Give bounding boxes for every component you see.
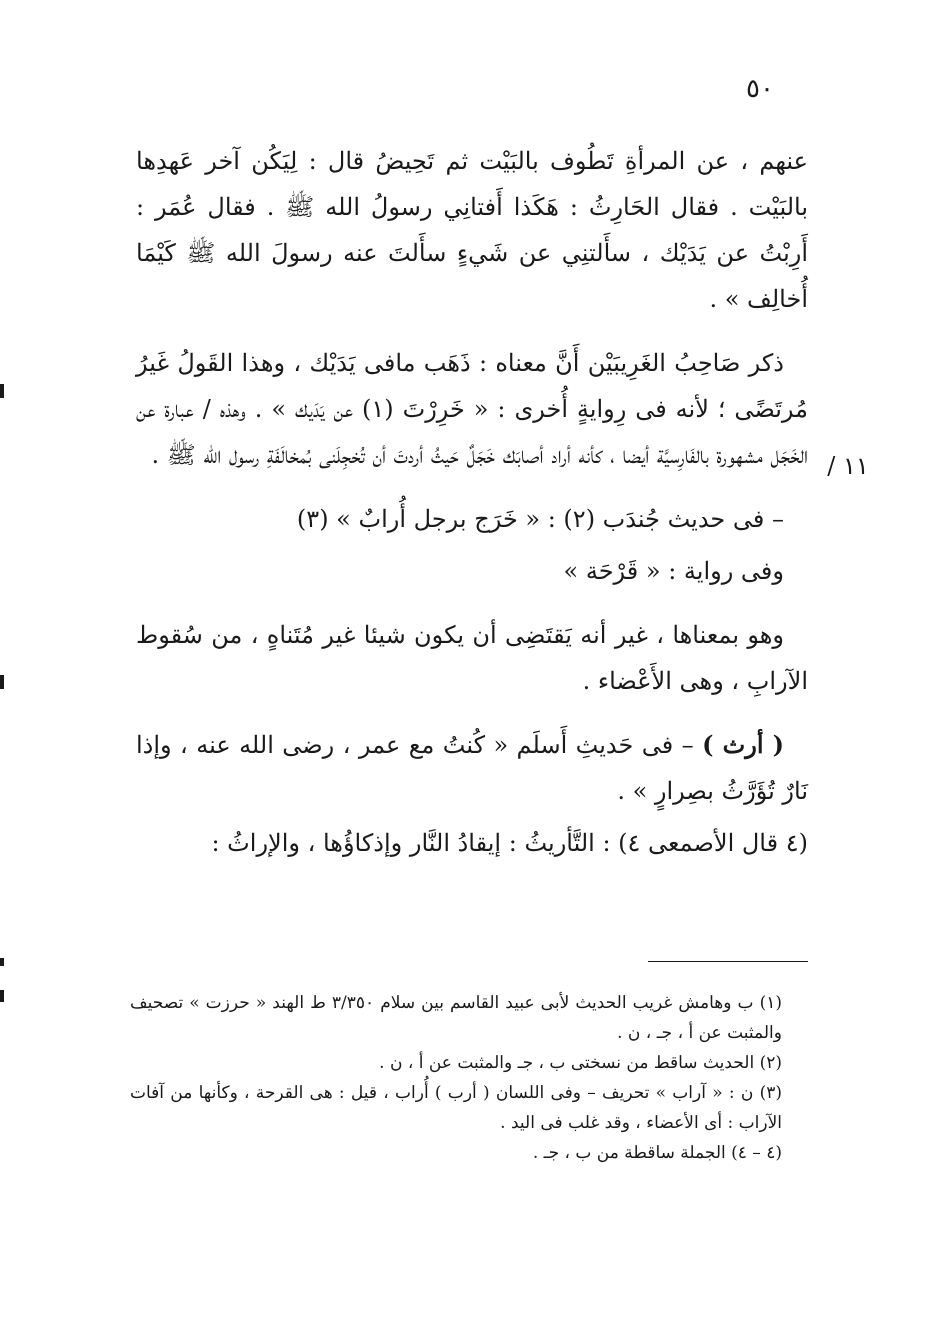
paragraph: وهو بمعناها ، غير أنه يَقتَضِى أن يكون شيئا غير مُتَناهٍ ، من سُقوط الآرابِ ، وهى الأَعْضاء .: [136, 621, 808, 695]
entry-headword: ( أرث ): [702, 730, 784, 759]
scan-edge-mark: [0, 990, 4, 1002]
entry-paragraph: [136, 722, 808, 814]
paragraph: عنهم ، عن المرأةِ تَطُوف بالبَيْت ثم تَحِيضُ قال : لِيَكُن آخر عَهدِها بالبَيْت . فقال الحَارِثُ : هَكَذا أَفتانِي رسولُ الله ﷺ . فقال عُمَر : أَرِبْتُ عن يَدَيْك ، سأَلتنِي عن شَيءٍ سأَلتَ عنه رسولَ الله ﷺ كَيْمَا أُخالِف » .: [136, 147, 808, 313]
footnote: (١) ب وهامش غريب الحديث لأبى عبيد القاسم بين سلام ٣/٣٥٠ ط الهند « حرزت » تصحيف والمثبت عن أ ، جـ ، ن .: [130, 993, 782, 1043]
scan-edge-mark: [0, 958, 4, 966]
paragraph: وفى رواية : « قَرْحَة »: [563, 557, 784, 585]
paragraph: – فى حديث جُندَب (٢) : « خَرَج برجل أُرابٌ » (٣): [296, 505, 784, 533]
main-text: [136, 138, 808, 872]
footnote: (٤ – ٤) الجملة ساقطة من ب ، جـ .: [532, 1143, 782, 1163]
footnote: (٢) الحديث ساقط من نسختى ب ، جـ والمثبت عن أ ، ن .: [379, 1053, 782, 1073]
paragraph: ذكر صَاحِبُ الغَرِيبَيْن أَنَّ معناه : ذَهَب مافى يَدَيْك ، وهذا القَولُ غَيرُ مُرتَضًى ؛ لأنه فى رِوايةٍ أُخرى : « خَرِرْتَ (١) عن يَدَيك » . وهذه / عبارة عن الخَجَل مشهورة بالفَارِسيَّة أيضا ، كأنه أراد أصابَك خَجَلٌ حَيثُ أردتَ أن تُخجِلَنى بُمخالَفَةِ رسول الله ﷺ .: [136, 349, 809, 469]
page-number: ٥٠: [746, 74, 774, 104]
footnote: (٣) ن : « آراب » تحريف – وفى اللسان ( أرب ) أُراب ، قيل : هى القرحة ، وكأنها من آفات الآراب : أى الأعضاء ، وقد غلب فى اليد .: [130, 1083, 782, 1133]
entry-text: – فى حَديثِ أَسلَم « كُنتُ مع عمر ، رضى الله عنه ، وإذا نَارٌ تُؤَرَّثُ بصِرارٍ » .: [136, 731, 808, 805]
scan-edge-mark: [0, 675, 4, 689]
footnotes: [130, 988, 810, 1168]
scan-edge-mark: [0, 384, 4, 398]
paragraph: (٤ قال الأصمعى ٤) : التَّأريثُ : إيقادُ النَّار وإذكاؤُها ، والإراثُ :: [211, 829, 808, 857]
margin-page-marker: ١١ /: [827, 452, 869, 480]
footnote-divider: [648, 961, 808, 962]
